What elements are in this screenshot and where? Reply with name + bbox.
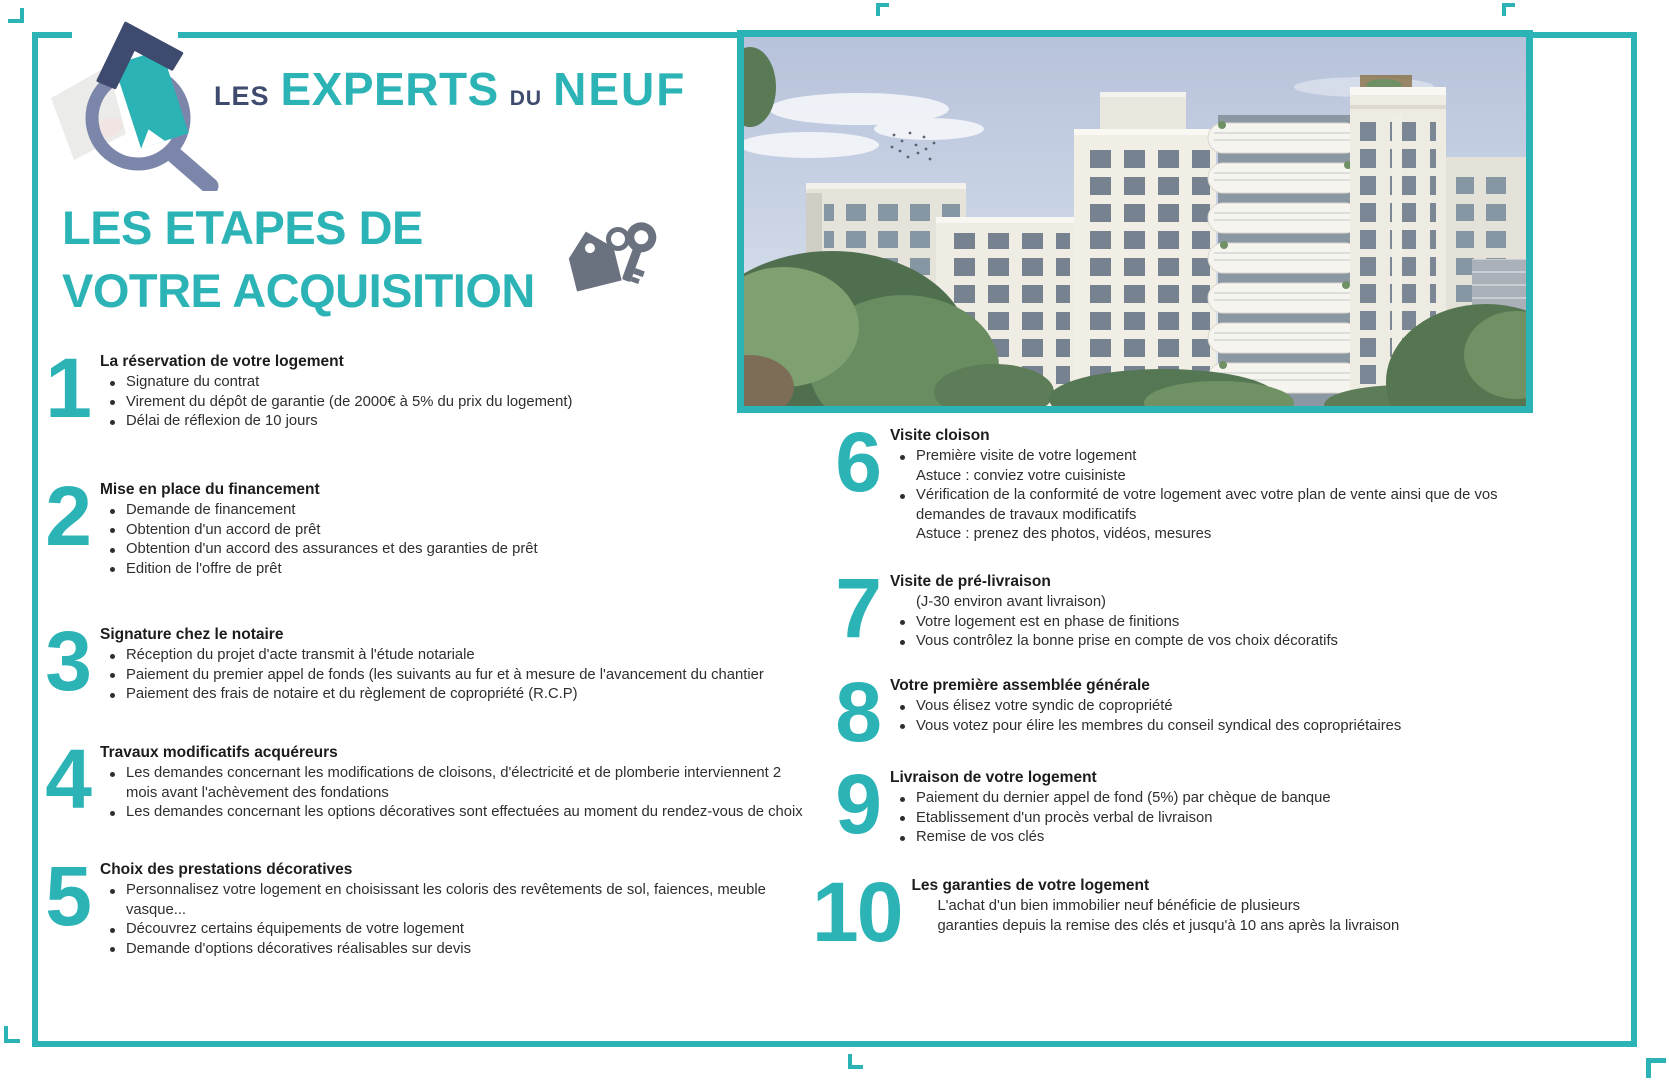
page-title-line2: VOTRE ACQUISITION bbox=[62, 264, 535, 317]
step-number: 1 bbox=[45, 341, 90, 435]
step-bullet-item: Paiement des frais de notaire et du règlement de copropriété (R.C.P) bbox=[100, 685, 812, 705]
step-number: 6 bbox=[835, 415, 880, 509]
step-bullet-item: Vérification de la conformité de votre logement avec votre plan de vente ainsi que de vos demandes de travaux modificatifs bbox=[890, 486, 1508, 525]
step-bullet-item: Réception du projet d'acte transmit à l'étude notariale bbox=[100, 646, 812, 666]
step-bullet-item: Signature du contrat bbox=[100, 373, 812, 393]
step-items bbox=[890, 447, 1508, 545]
step-bullet-item: Etablissement d'un procès verbal de livraison bbox=[890, 809, 1508, 829]
step-bullet-item: Paiement du dernier appel de fond (5%) par chèque de banque bbox=[890, 789, 1508, 809]
step-note-line: L'achat d'un bien immobilier neuf bénéficie de plusieurs bbox=[937, 898, 1301, 914]
step-items bbox=[890, 697, 1508, 736]
step-bullet-item: Délai de réflexion de 10 jours bbox=[100, 412, 812, 432]
step-bullet-item: Les demandes concernant les modifications de cloisons, d'électricité et de plomberie interviennent 2 mois avant l'achèvement des fondations bbox=[100, 764, 812, 803]
step-title: Visite cloison bbox=[890, 427, 990, 444]
step-bullet-item: Demande de financement bbox=[100, 501, 812, 521]
step-number: 7 bbox=[835, 561, 880, 655]
brand-les: LES bbox=[214, 81, 270, 111]
step-bullet-item: Vous contrôlez la bonne prise en compte de vos choix décoratifs bbox=[890, 632, 1508, 652]
step-7 bbox=[812, 561, 1512, 655]
step-8 bbox=[812, 665, 1512, 759]
step-bullet-item: Les demandes concernant les options décoratives sont effectuées au moment du rendez-vous de choix bbox=[100, 803, 812, 823]
page-title-line1: LES ETAPES DE bbox=[62, 201, 423, 254]
step-bullet-item: Paiement du premier appel de fonds (les suivants au fur et à mesure de l'avancement du chantier bbox=[100, 666, 812, 686]
step-items bbox=[890, 789, 1508, 848]
brand-experts: EXPERTS bbox=[280, 63, 499, 115]
step-bullet-item: Obtention d'un accord des assurances et des garanties de prêt bbox=[100, 540, 812, 560]
step-note-line: Astuce : prenez des photos, vidéos, mesures bbox=[916, 526, 1212, 542]
brand-du: DU bbox=[509, 87, 543, 110]
step-bullet-item: Personnalisez votre logement en choisissant les coloris des revêtements de sol, faiences, meuble vasque... bbox=[100, 881, 812, 920]
step-title: Travaux modificatifs acquéreurs bbox=[100, 744, 338, 761]
step-note-line: garanties depuis la remise des clés et jusqu'à 10 ans après la livraison bbox=[937, 917, 1400, 934]
step-number: 2 bbox=[45, 469, 90, 563]
step-title: Les garanties de votre logement bbox=[911, 877, 1150, 894]
step-title: Mise en place du financement bbox=[100, 481, 320, 498]
step-title: Choix des prestations décoratives bbox=[100, 861, 353, 878]
step-bullet-item: Virement du dépôt de garantie (de 2000€ à 5% du prix du logement) bbox=[100, 393, 812, 413]
step-bullet-item: Obtention d'un accord de prêt bbox=[100, 521, 812, 541]
step-bullet-item: Edition de l'offre de prêt bbox=[100, 560, 812, 580]
step-title: Signature chez le notaire bbox=[100, 626, 284, 643]
step-bullet-item: Demande d'options décoratives réalisables sur devis bbox=[100, 940, 812, 960]
step-number: 9 bbox=[835, 757, 880, 851]
step-items bbox=[911, 897, 1512, 936]
step-bullet-item: Remise de vos clés bbox=[890, 828, 1508, 848]
step-title: Visite de pré-livraison bbox=[890, 573, 1051, 590]
step-title: Votre première assemblée générale bbox=[890, 677, 1150, 694]
step-10 bbox=[812, 865, 1512, 959]
step-bullet-item: Votre logement est en phase de finitions bbox=[890, 613, 1508, 633]
step-9 bbox=[812, 757, 1512, 851]
step-6 bbox=[812, 415, 1512, 545]
brand-neuf: NEUF bbox=[553, 63, 687, 115]
step-bullet-item: Vous élisez votre syndic de copropriété bbox=[890, 697, 1508, 717]
step-bullet-item: Découvrez certains équipements de votre logement bbox=[100, 920, 812, 940]
step-bullet-item: Vous votez pour élire les membres du conseil syndical des copropriétaires bbox=[890, 717, 1508, 737]
step-number: 3 bbox=[45, 614, 90, 708]
step-number: 5 bbox=[45, 849, 90, 943]
step-note-line: (J-30 environ avant livraison) bbox=[916, 594, 1106, 610]
step-items bbox=[890, 593, 1508, 652]
step-title: La réservation de votre logement bbox=[100, 353, 344, 370]
step-note-line: Astuce : conviez votre cuisiniste bbox=[916, 467, 1126, 484]
step-number: 8 bbox=[835, 665, 880, 759]
step-number: 4 bbox=[45, 732, 90, 826]
step-title: Livraison de votre logement bbox=[890, 769, 1097, 786]
step-bullet-item: Première visite de votre logement bbox=[890, 447, 1508, 467]
step-number: 10 bbox=[812, 865, 902, 959]
